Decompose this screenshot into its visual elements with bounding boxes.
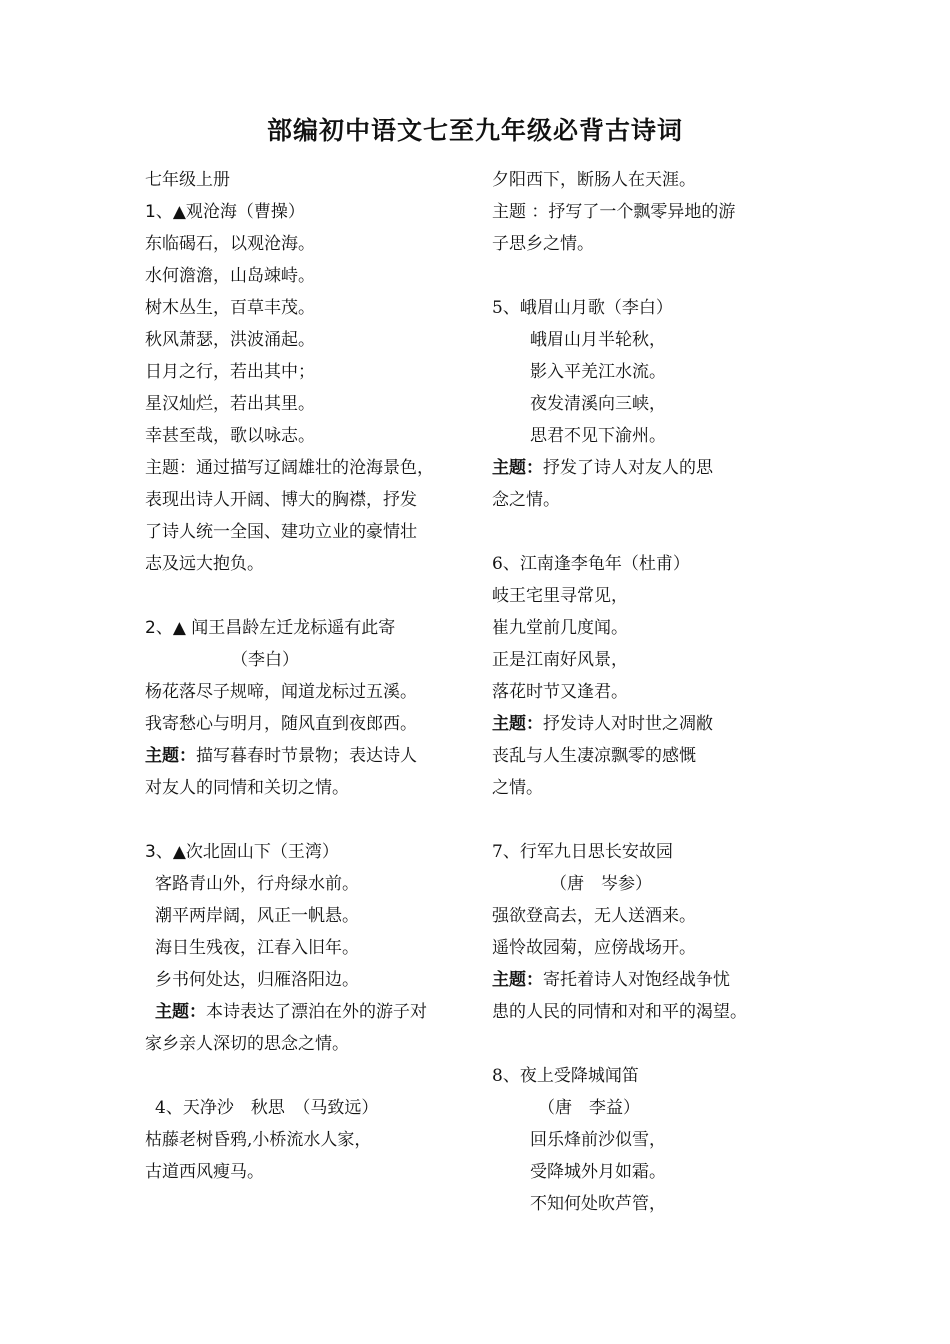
poem-4-theme: 子思乡之情。 — [492, 234, 594, 254]
poem-2-line: 杨花落尽子规啼，闻道龙标过五溪。 — [145, 682, 417, 702]
poem-4-line: 夕阳西下，断肠人在天涯。 — [492, 170, 696, 190]
poem-8-line: 受降城外月如霜。 — [530, 1162, 666, 1182]
poem-1-line: 幸甚至哉，歌以咏志。 — [145, 426, 315, 446]
poem-6-line: 落花时节又逢君。 — [492, 682, 628, 702]
poem-1-line: 水何澹澹，山岛竦峙。 — [145, 266, 315, 286]
poem-5-line: 峨眉山月半轮秋， — [530, 330, 666, 350]
poem-7-theme-label: 主题： — [492, 970, 543, 990]
page-title: 部编初中语文七至九年级必背古诗词 — [266, 116, 683, 145]
poem-6-line: 崔九堂前几度闻。 — [492, 618, 628, 638]
poem-2-theme: 描写暮春时节景物；表达诗人 — [196, 746, 417, 766]
poem-6-line: 岐王宅里寻常见， — [492, 586, 628, 606]
poem-2-theme-label: 主题： — [145, 746, 196, 766]
poem-3-line: 客路青山外，行舟绿水前。 — [155, 874, 359, 894]
poem-8-author: （唐 李益） — [538, 1098, 640, 1118]
poem-1-theme: 表现出诗人开阔、博大的胸襟，抒发 — [145, 490, 417, 510]
poem-2-title: 2、▲ 闻王昌龄左迁龙标遥有此寄 — [145, 618, 396, 638]
poem-1-theme: 了诗人统一全国、建功立业的豪情壮 — [145, 522, 417, 542]
poem-5-line: 思君不见下渝州。 — [530, 426, 666, 446]
right-column — [492, 164, 792, 1220]
poem-6-theme: 丧乱与人生凄凉飘零的感慨 — [492, 746, 696, 766]
poem-3-title: 3、▲次北固山下（王湾） — [145, 842, 339, 862]
poem-5-theme: 抒发了诗人对友人的思 — [543, 458, 713, 478]
left-column — [145, 164, 465, 1188]
poem-7-title: 7、行军九日思长安故园 — [492, 842, 673, 862]
poem-1-theme: 主题：通过描写辽阔雄壮的沧海景色， — [145, 458, 434, 478]
poem-4-theme: 主题 ：抒写了一个飘零异地的游 — [492, 202, 736, 222]
poem-1-line: 星汉灿烂，若出其里。 — [145, 394, 315, 414]
poem-4-title: 4、天净沙 秋思 （马致远） — [155, 1098, 379, 1118]
poem-5-line: 夜发清溪向三峡， — [530, 394, 666, 414]
poem-1-line: 日月之行，若出其中； — [145, 362, 315, 382]
poem-6-line: 正是江南好风景， — [492, 650, 628, 670]
poem-3-theme-label: 主题： — [155, 1002, 206, 1022]
poem-3-theme: 本诗表达了漂泊在外的游子对 — [206, 1002, 427, 1022]
poem-2-author: （李白） — [231, 650, 299, 670]
poem-2-theme: 对友人的同情和关切之情。 — [145, 778, 349, 798]
poem-5-title: 5、峨眉山月歌（李白） — [492, 298, 673, 318]
poem-1-title: 1、▲观沧海（曹操） — [145, 202, 305, 222]
poem-7-theme: 寄托着诗人对饱经战争忧 — [543, 970, 730, 990]
poem-1-line: 秋风萧瑟，洪波涌起。 — [145, 330, 315, 350]
poem-7-line: 遥怜故园菊，应傍战场开。 — [492, 938, 696, 958]
poem-7-author: （唐 岑参） — [550, 874, 652, 894]
poem-6-theme: 之情。 — [492, 778, 543, 798]
poem-5-line: 影入平羌江水流。 — [530, 362, 666, 382]
poem-7-theme: 患的人民的同情和对和平的渴望。 — [492, 1002, 747, 1022]
poem-6-theme: 抒发诗人对时世之凋敝 — [543, 714, 713, 734]
poem-4-line: 古道西风瘦马。 — [145, 1162, 264, 1182]
poem-1-theme: 志及远大抱负。 — [145, 554, 264, 574]
poem-7-line: 强欲登高去，无人送酒来。 — [492, 906, 696, 926]
poem-6-title: 6、江南逢李龟年（杜甫） — [492, 554, 690, 574]
poem-3-line: 海日生残夜，江春入旧年。 — [155, 938, 359, 958]
poem-3-theme: 家乡亲人深切的思念之情。 — [145, 1034, 349, 1054]
poem-8-title: 8、夜上受降城闻笛 — [492, 1066, 639, 1086]
section-heading: 七年级上册 — [145, 170, 230, 190]
poem-5-theme-label: 主题： — [492, 458, 543, 478]
poem-1-line: 东临碣石，以观沧海。 — [145, 234, 315, 254]
poem-1-line: 树木丛生，百草丰茂。 — [145, 298, 315, 318]
poem-3-line: 潮平两岸阔，风正一帆悬。 — [155, 906, 359, 926]
poem-3-line: 乡书何处达，归雁洛阳边。 — [155, 970, 359, 990]
poem-4-line: 枯藤老树昏鸦,小桥流水人家， — [145, 1130, 372, 1150]
poem-8-line: 不知何处吹芦管， — [530, 1194, 666, 1214]
poem-5-theme: 念之情。 — [492, 490, 560, 510]
poem-6-theme-label: 主题： — [492, 714, 543, 734]
poem-2-line: 我寄愁心与明月，随风直到夜郎西。 — [145, 714, 417, 734]
poem-8-line: 回乐烽前沙似雪， — [530, 1130, 666, 1150]
